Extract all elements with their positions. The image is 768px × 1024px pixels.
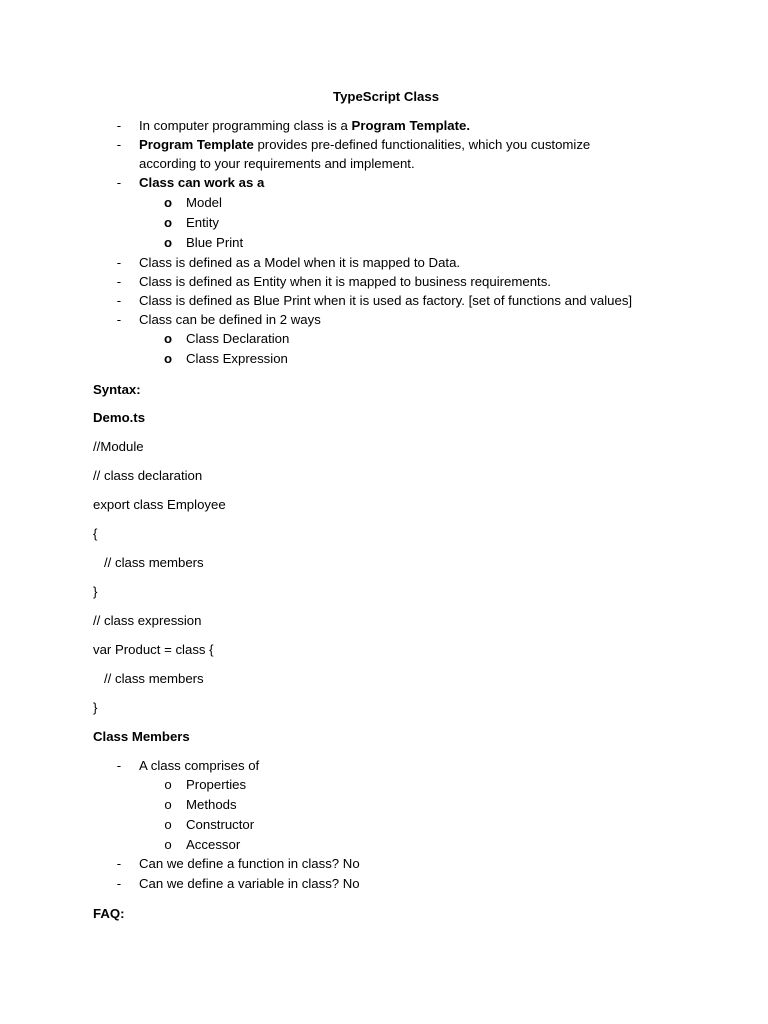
ways-item: Class Declaration (186, 331, 290, 346)
member-item: Constructor (186, 817, 255, 832)
sub-bullet: o (163, 195, 173, 210)
member-item: Methods (186, 797, 237, 812)
sub-bullet: o (163, 235, 173, 250)
dash-bullet: - (116, 137, 122, 152)
code-line: } (93, 700, 98, 715)
dash-bullet: - (116, 758, 122, 773)
member-item: Accessor (186, 837, 241, 852)
intro-line-2 (139, 138, 590, 151)
intro-line-2-text: provides pre-defined functionalities, which you customize (253, 137, 591, 152)
work-as-item: Entity (186, 215, 219, 230)
model-line: Class is defined as a Model when it is mapped to Data. (139, 255, 461, 270)
code-line: //Module (93, 439, 144, 454)
dash-bullet: - (116, 293, 122, 308)
code-line: // class declaration (93, 468, 203, 483)
member-item: Properties (186, 777, 247, 792)
code-line: // class members (93, 671, 204, 686)
file-heading: Demo.ts (93, 410, 146, 425)
members-heading: Class Members (93, 729, 190, 744)
code-line: } (93, 584, 98, 599)
dash-bullet: - (116, 118, 122, 133)
intro-line-1 (139, 119, 470, 132)
faq-heading: FAQ: (93, 906, 125, 921)
entity-line: Class is defined as Entity when it is mapped to business requirements. (139, 274, 551, 289)
members-question-2: Can we define a variable in class? No (139, 876, 360, 891)
members-question-1: Can we define a function in class? No (139, 856, 360, 871)
members-line: A class comprises of (139, 758, 260, 773)
sub-bullet: o (163, 351, 173, 366)
sub-bullet: o (164, 797, 172, 812)
code-line: // class expression (93, 613, 202, 628)
sub-bullet: o (164, 777, 172, 792)
blueprint-line: Class is defined as Blue Print when it is used as factory. [set of functions and values] (139, 293, 633, 308)
code-line: export class Employee (93, 497, 226, 512)
code-line: var Product = class { (93, 642, 214, 657)
intro-line-2-bold: Program Template (139, 137, 254, 152)
work-as-item: Model (186, 195, 222, 210)
sub-bullet: o (164, 837, 172, 852)
sub-bullet: o (163, 331, 173, 346)
dash-bullet: - (116, 175, 122, 190)
dash-bullet: - (116, 876, 122, 891)
intro-line-1-text: In computer programming class is a (139, 118, 352, 133)
sub-bullet: o (163, 215, 173, 230)
ways-item: Class Expression (186, 351, 288, 366)
code-line: { (93, 526, 98, 541)
intro-line-2-continuation: according to your requirements and implement. (139, 156, 415, 171)
syntax-heading: Syntax: (93, 382, 141, 397)
dash-bullet: - (116, 274, 122, 289)
work-as-item: Blue Print (186, 235, 244, 250)
sub-bullet: o (164, 817, 172, 832)
ways-line: Class can be defined in 2 ways (139, 312, 321, 327)
dash-bullet: - (116, 312, 122, 327)
code-line: // class members (93, 555, 204, 570)
document-title: TypeScript Class (333, 89, 440, 104)
intro-line-3: Class can work as a (139, 175, 265, 190)
intro-line-1-bold: Program Template. (351, 118, 471, 133)
dash-bullet: - (116, 856, 122, 871)
dash-bullet: - (116, 255, 122, 270)
